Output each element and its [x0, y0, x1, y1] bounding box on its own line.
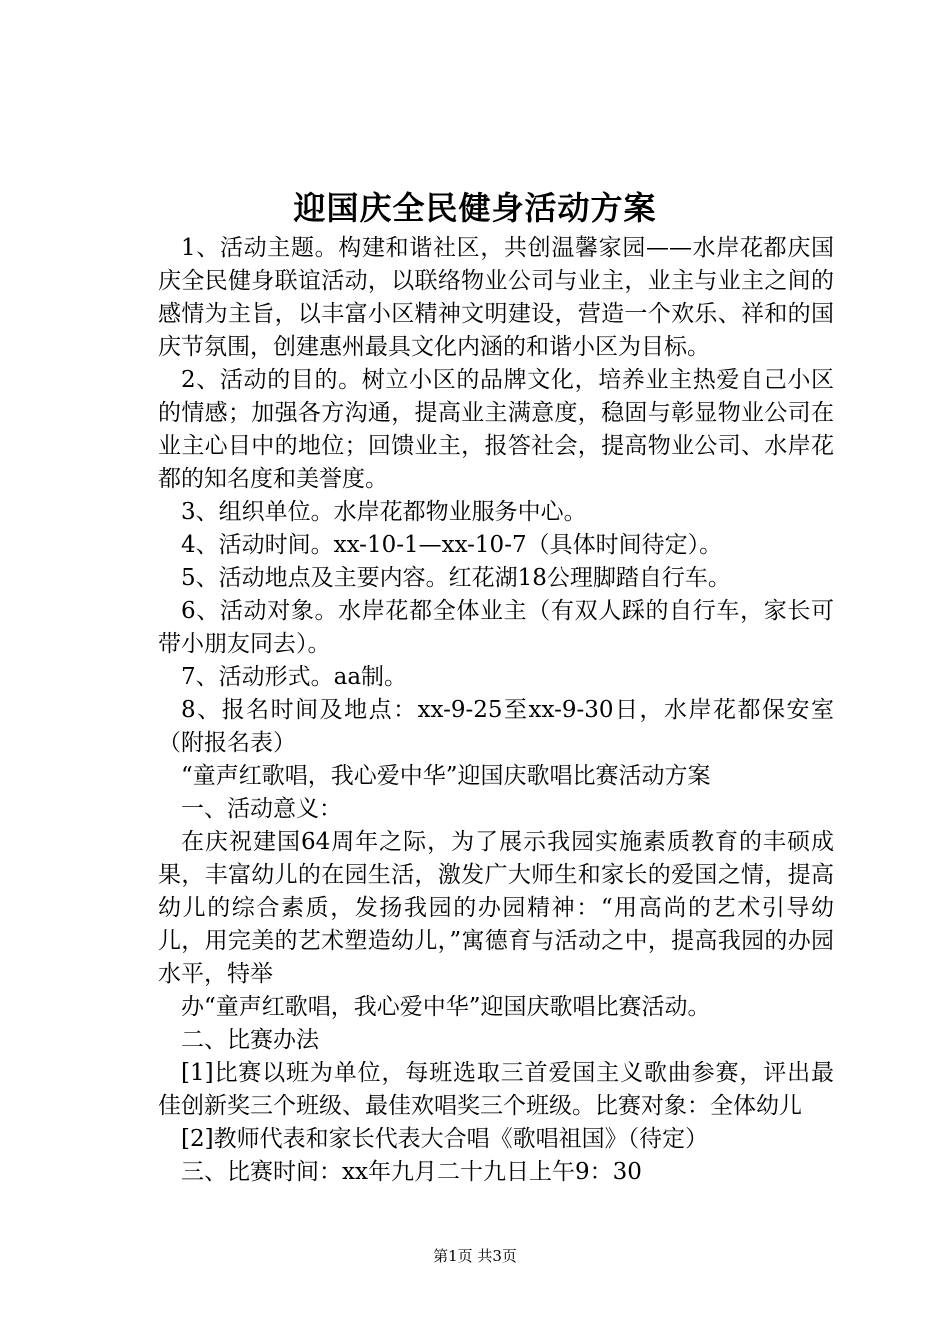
paragraph-significance: 在庆祝建国64周年之际，为了展示我园实施素质教育的丰硕成果，丰富幼儿的在园生活，激发广大师生和家长的爱国之情，提高幼儿的综合素质，发扬我园的办园精神：“用高尚的艺术引导幼儿，用完美的艺术塑造幼儿，”寓德育与活动之中，提高我园的办园水平，特举 — [158, 829, 834, 987]
paragraph-time: 4、活动时间。xx-10-1—xx-10-7（具体时间待定）。 — [181, 532, 723, 558]
document-body — [158, 232, 834, 1189]
paragraph-organizer: 3、组织单位。水岸花都物业服务中心。 — [181, 499, 587, 525]
section-heading-contest-time: 三、比赛时间：xx年九月二十九日上午9：30 — [181, 1159, 642, 1185]
paragraph-location: 5、活动地点及主要内容。红花湖18公理脚踏自行车。 — [181, 565, 731, 591]
page-title: 迎国庆全民健身活动方案 — [293, 189, 657, 227]
paragraph-contest-announcement: 办“童声红歌唱，我心爱中华”迎国庆歌唱比赛活动。 — [181, 994, 711, 1020]
paragraph-theme: 1、活动主题。构建和谐社区，共创温馨家园——水岸花都庆国庆全民健身联谊活动，以联络物业公司与业主，业主与业主之间的感情为主旨，以丰富小区精神文明建设，营造一个欢乐、祥和的国庆节氛围，创建惠州最具文化内涵的和谐小区为目标。 — [158, 235, 834, 360]
paragraph-purpose: 2、活动的目的。树立小区的品牌文化，培养业主热爱自己小区的情感；加强各方沟通，提高业主满意度，稳固与彰显物业公司在业主心目中的地位；回馈业主，报答社会，提高物业公司、水岸花都的知名度和美誉度。 — [158, 367, 834, 492]
paragraph-registration: 8、报名时间及地点：xx-9-25至xx-9-30日，水岸花都保安室（附报名表） — [158, 697, 834, 756]
page-number: 第1页 共3页 — [433, 1247, 517, 1265]
section-heading-rules: 二、比赛办法 — [181, 1027, 319, 1053]
paragraph-rule-2: [2]教师代表和家长代表大合唱《歌唱祖国》（待定） — [181, 1126, 709, 1152]
paragraph-format: 7、活动形式。aa制。 — [181, 664, 408, 690]
paragraph-rule-1: [1]比赛以班为单位，每班选取三首爱国主义歌曲参赛，评出最佳创新奖三个班级、最佳欢唱奖三个班级。比赛对象：全体幼儿 — [158, 1060, 834, 1119]
section-heading-significance: 一、活动意义： — [181, 796, 342, 822]
paragraph-audience: 6、活动对象。水岸花都全体业主（有双人踩的自行车，家长可带小朋友同去）。 — [158, 598, 834, 657]
section-heading-singing-contest: “童声红歌唱，我心爱中华”迎国庆歌唱比赛活动方案 — [181, 763, 711, 789]
